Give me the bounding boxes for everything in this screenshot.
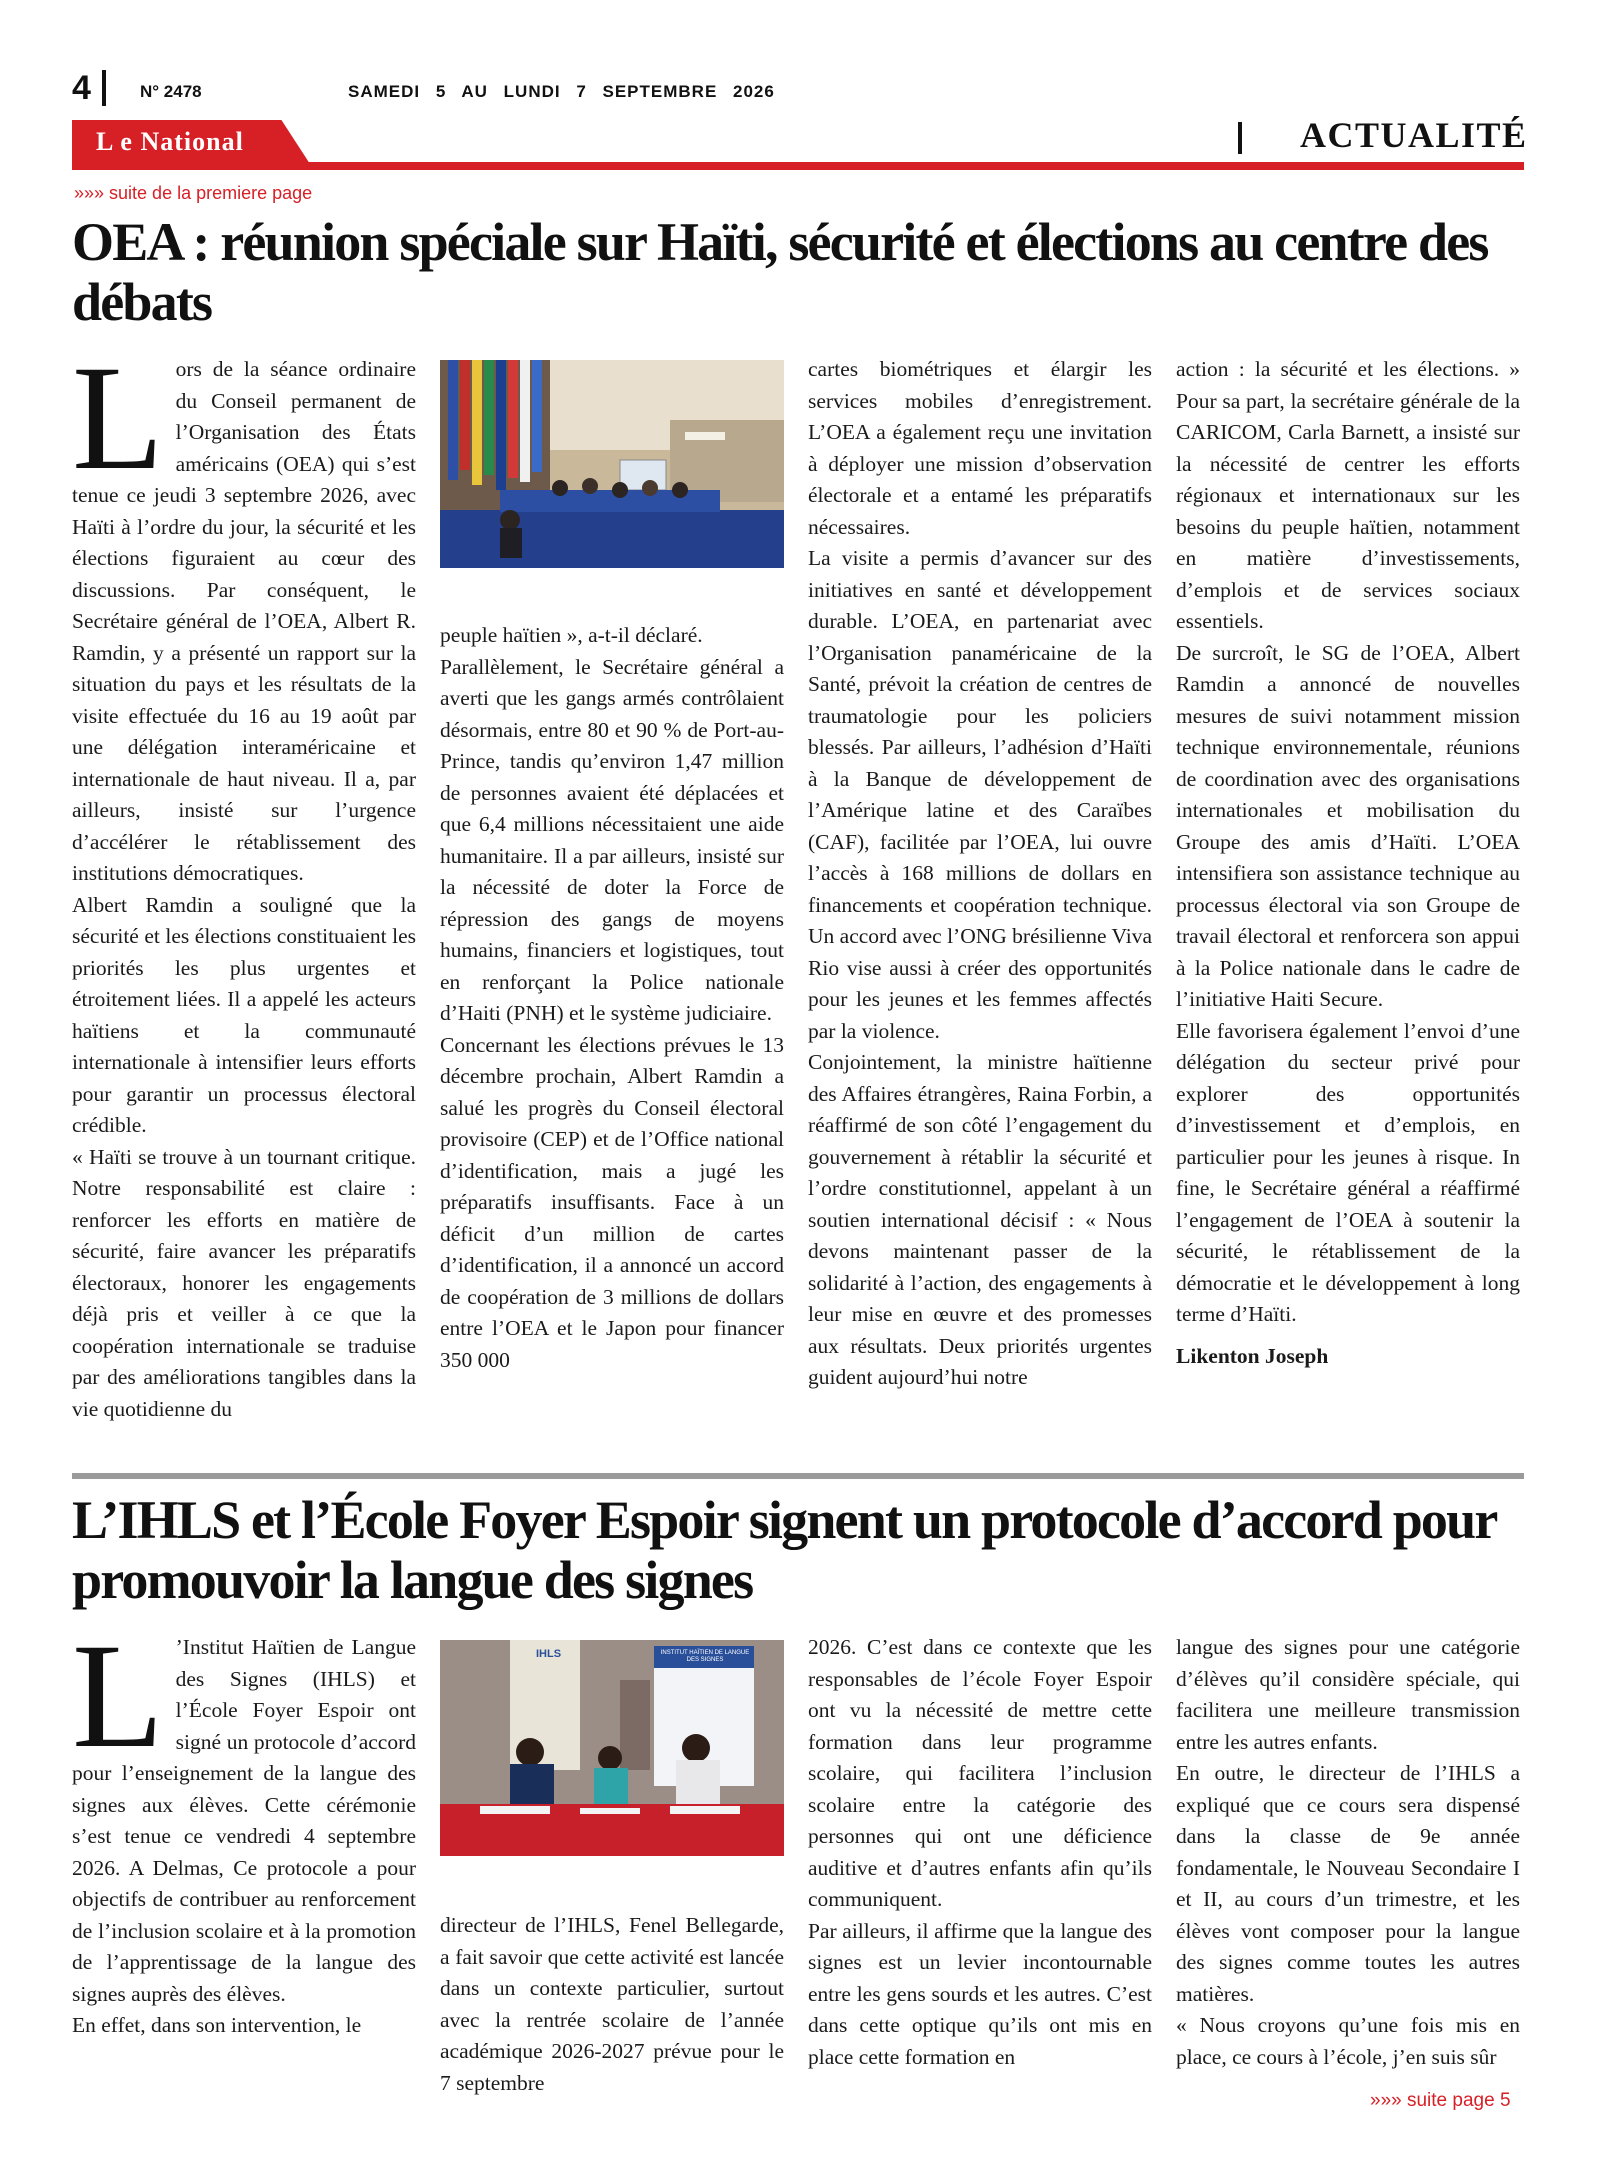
article2-column-3 — [808, 1632, 1152, 2073]
section-title: ACTUALITÉ — [1300, 115, 1528, 155]
article2-headline-wrap — [72, 1490, 1532, 1610]
article1-paragraph: De surcroît, le SG de l’OEA, Albert Ramdin a annoncé de nouvelles mesures de suivi notamment mission technique environnementale, réunions de coordination avec des organisations internationales et mobilisation du Groupe des amis d’Haïti. L’OEA intensifiera son assistance technique au processus électoral via son Groupe de travail électoral et renforcera son appui à la Police nationale dans le cadre de l’initiative Haiti Secure. — [1176, 640, 1520, 1011]
article1-paragraph: Conjointement, la ministre haïtienne des Affaires étrangères, Raina Forbin, a réaffirmé de son côté l’engagement du gouvernement à rétablir la sécurité et l’ordre constitutionnel, appelant à un soutien international décisif : « Nous devons maintenant passer de la solidarité à l’action, des engagements à leur mise en œuvre et des promesses aux résultats. Deux priorités urgentes guident aujourd’hui notre — [808, 1050, 1152, 1389]
article2-paragraph: Par ailleurs, il affirme que la langue des signes est un levier incontournable entre les gens sourds et les autres. C’est dans cette optique qu’ils ont mis en place cette formation en — [808, 1918, 1152, 2069]
article2-dropcap: L — [72, 1613, 164, 1779]
meeting-photo — [440, 360, 784, 568]
article1-paragraph: cartes biométriques et élargir les services mobiles d’enregistrement. L’OEA a également reçu une invitation à déployer une mission d’observation électorale et a entamé les préparatifs nécessaires. — [808, 357, 1152, 539]
article1-author: Likenton Joseph — [1176, 1343, 1329, 1368]
section-divider — [1238, 122, 1242, 154]
article2-column-1 — [72, 1613, 416, 2042]
article1-headline: OEA : réunion spéciale sur Haïti, sécurité et élections au centre des débats — [72, 212, 1488, 332]
article1-paragraph: action : la sécurité et les élections. » Pour sa part, la secrétaire générale de la CARICOM, Carla Barnett, a insisté sur la nécessité de centrer les efforts régionaux et internationaux sur les besoins du peuple haïtien, notamment en matière d’investissements, d’emplois et de services sociaux essentiels. — [1176, 357, 1520, 633]
article1-paragraph: Parallèlement, le Secrétaire général a averti que les gangs armés contrôlaient désormais, entre 80 et 90 % de Port-au-Prince, tandis qu’environ 1,47 million de personnes avaient été déplacées et que 6,4 millions nécessitaient une aide humanitaire. Il a par ailleurs, insisté sur la nécessité de doter la Force de répression des gangs de moyens humains, financiers et logistiques, tout en renforçant la Police nationale d’Haiti (PNH) et le système judiciaire. — [440, 654, 784, 1025]
article2-paragraph: 2026. C’est dans ce contexte que les responsables de l’école Foyer Espoir ont vu la nécessité de mettre cette formation dans leur programme scolaire, qui facilitera l’inclusion scolaire entre la catégorie des personnes qui ont une déficience auditive et d’autres enfants afin qu’ils communiquent. — [808, 1635, 1152, 1911]
article1-paragraph: La visite a permis d’avancer sur des initiatives en santé et développement durable. L’OEA, en partenariat avec l’Organisation panaméricaine de la Santé, prévoit la création de centres de traumatologie pour les policiers blessés. Par ailleurs, l’adhésion d’Haïti à la Banque de développement de l’Amérique latine et des Caraïbes (CAF), facilitée par l’OEA, lui ouvre l’accès à 168 millions de dollars en financements et coopération technique. Un accord avec l’ONG brésilienne Viva Rio vise aussi à créer des opportunités pour les jeunes et les femmes affectés par la violence. — [808, 546, 1152, 1043]
continued-to-link[interactable]: »»» suite page 5 — [1370, 2090, 1511, 2111]
page-number-divider — [102, 70, 106, 106]
header-rule — [72, 162, 1524, 170]
article1-paragraph: Concernant les élections prévues le 13 décembre prochain, Albert Ramdin a salué les progrès du Conseil électoral provisoire (CEP) et de l’Office national d’identification, mais a jugé les préparatifs insuffisants. Face à un déficit d’un million de cartes d’identification, il a annoncé un accord de coopération de 3 millions de dollars entre l’OEA et le Japon pour financer 350 000 — [440, 1032, 784, 1372]
article1-column-3 — [808, 354, 1152, 1394]
article2-paragraph: langue des signes pour une catégorie d’élèves qu’il considère spéciale, qui facilitera une meilleure transmission entre les autres enfants. — [1176, 1635, 1520, 1754]
brand-name: L e National — [96, 127, 244, 156]
article2-paragraph: En effet, dans son intervention, le — [72, 2013, 362, 2037]
photo-banner-text: INSTITUT HAÏTIEN DE LANGUE DES SIGNES — [660, 1650, 750, 1663]
issue-number: N° 2478 — [140, 82, 202, 101]
article2-column-4 — [1176, 1632, 1520, 2073]
article2-paragraph: « Nous croyons qu’une fois mis en place, ce cours à l’école, j’en suis sûr — [1176, 2013, 1520, 2069]
article2-column-2 — [440, 1910, 784, 2099]
article2-paragraph: ’Institut Haïtien de Langue des Signes (IHLS) et l’École Foyer Espoir ont signé un protocole d’accord pour l’enseignement de la langue des signes aux élèves. Cette cérémonie s’est tenue ce vendredi 4 septembre 2026. A Delmas, Ce protocole a pour objectifs de contribuer au renforcement de l’inclusion scolaire et à la promotion de l’apprentissage de la langue des signes auprès des élèves. — [72, 1635, 416, 2006]
article-separator — [72, 1473, 1524, 1479]
article2-headline: L’IHLS et l’École Foyer Espoir signent un protocole d’accord pour promouvoir la langue des signes — [72, 1490, 1496, 1610]
article1-paragraph: Albert Ramdin a souligné que la sécurité et les élections constituaient les priorités les plus urgentes et étroitement liées. Il a appelé les acteurs haïtiens et la communauté internationale à intensifier leurs efforts pour garantir un processus électoral crédible. — [72, 892, 416, 1137]
signing-ceremony-photo — [440, 1640, 784, 1856]
article2-paragraph: En outre, le directeur de l’IHLS a expliqué que ce cours sera dispensé dans la classe de 9e année fondamentale, le Nouveau Secondaire I et II, au cours d’un trimestre, et les élèves vont composer pour la langue des signes comme toutes les autres matières. — [1176, 1761, 1520, 2006]
article1-paragraph: peuple haïtien », a-t-il déclaré. — [440, 623, 703, 647]
continued-from-label: »»» suite de la premiere page — [74, 183, 313, 203]
photo-banner-logo: IHLS — [536, 1648, 562, 1660]
article2-paragraph: directeur de l’IHLS, Fenel Bellegarde, a fait savoir que cette activité est lancée dans un contexte particulier, surtout avec la rentrée scolaire de l’année académique 2026-2027 prévue pour le 7 septembre — [440, 1913, 784, 2095]
article1-headline-wrap — [72, 212, 1532, 332]
page-number: 4 — [72, 69, 91, 107]
article1-column-4 — [1176, 354, 1520, 1372]
article1-column-1 — [72, 335, 416, 1425]
signing-ceremony-photo-icon — [440, 1640, 784, 1856]
article1-paragraph: Elle favorisera également l’envoi d’une délégation du secteur privé pour explorer des opportunités d’investissement et d’emplois, en particulier pour les jeunes à risque. In fine, le Secrétaire général a réaffirmé l’engagement de l’OEA à soutenir la sécurité, le rétablissement de la démocratie et le développement à long terme d’Haïti. — [1176, 1018, 1520, 1326]
article1-column-2 — [440, 620, 784, 1376]
issue-date: SAMEDI 5 AU LUNDI 7 SEPTEMBRE 2026 — [348, 82, 775, 101]
article1-dropcap: L — [72, 335, 164, 501]
meeting-photo-icon — [440, 360, 784, 568]
article1-paragraph: « Haïti se trouve à un tournant critique. Notre responsabilité est claire : renforcer les efforts en matière de sécurité, faire avancer les préparatifs électoraux, honorer les engagements déjà pris et veiller à ce que la coopération internationale se traduise par des améliorations tangibles dans la vie quotidienne du — [72, 1144, 416, 1421]
article1-paragraph: ors de la séance ordinaire du Conseil permanent de l’Organisation des États américains (OEA) qui s’est tenue ce jeudi 3 septembre 2026, avec Haïti à l’ordre du jour, la sécurité et les élections figuraient au cœur des discussions. Par conséquent, le Secrétaire général de l’OEA, Albert R. Ramdin, y a présenté un rapport sur la situation du pays et les résultats de la visite effectuée du 16 au 19 août par une délégation interaméricaine et internationale de haut niveau. Il a, par ailleurs, insisté sur l’urgence d’accélérer le rétablissement des institutions démocratiques. — [72, 357, 416, 885]
